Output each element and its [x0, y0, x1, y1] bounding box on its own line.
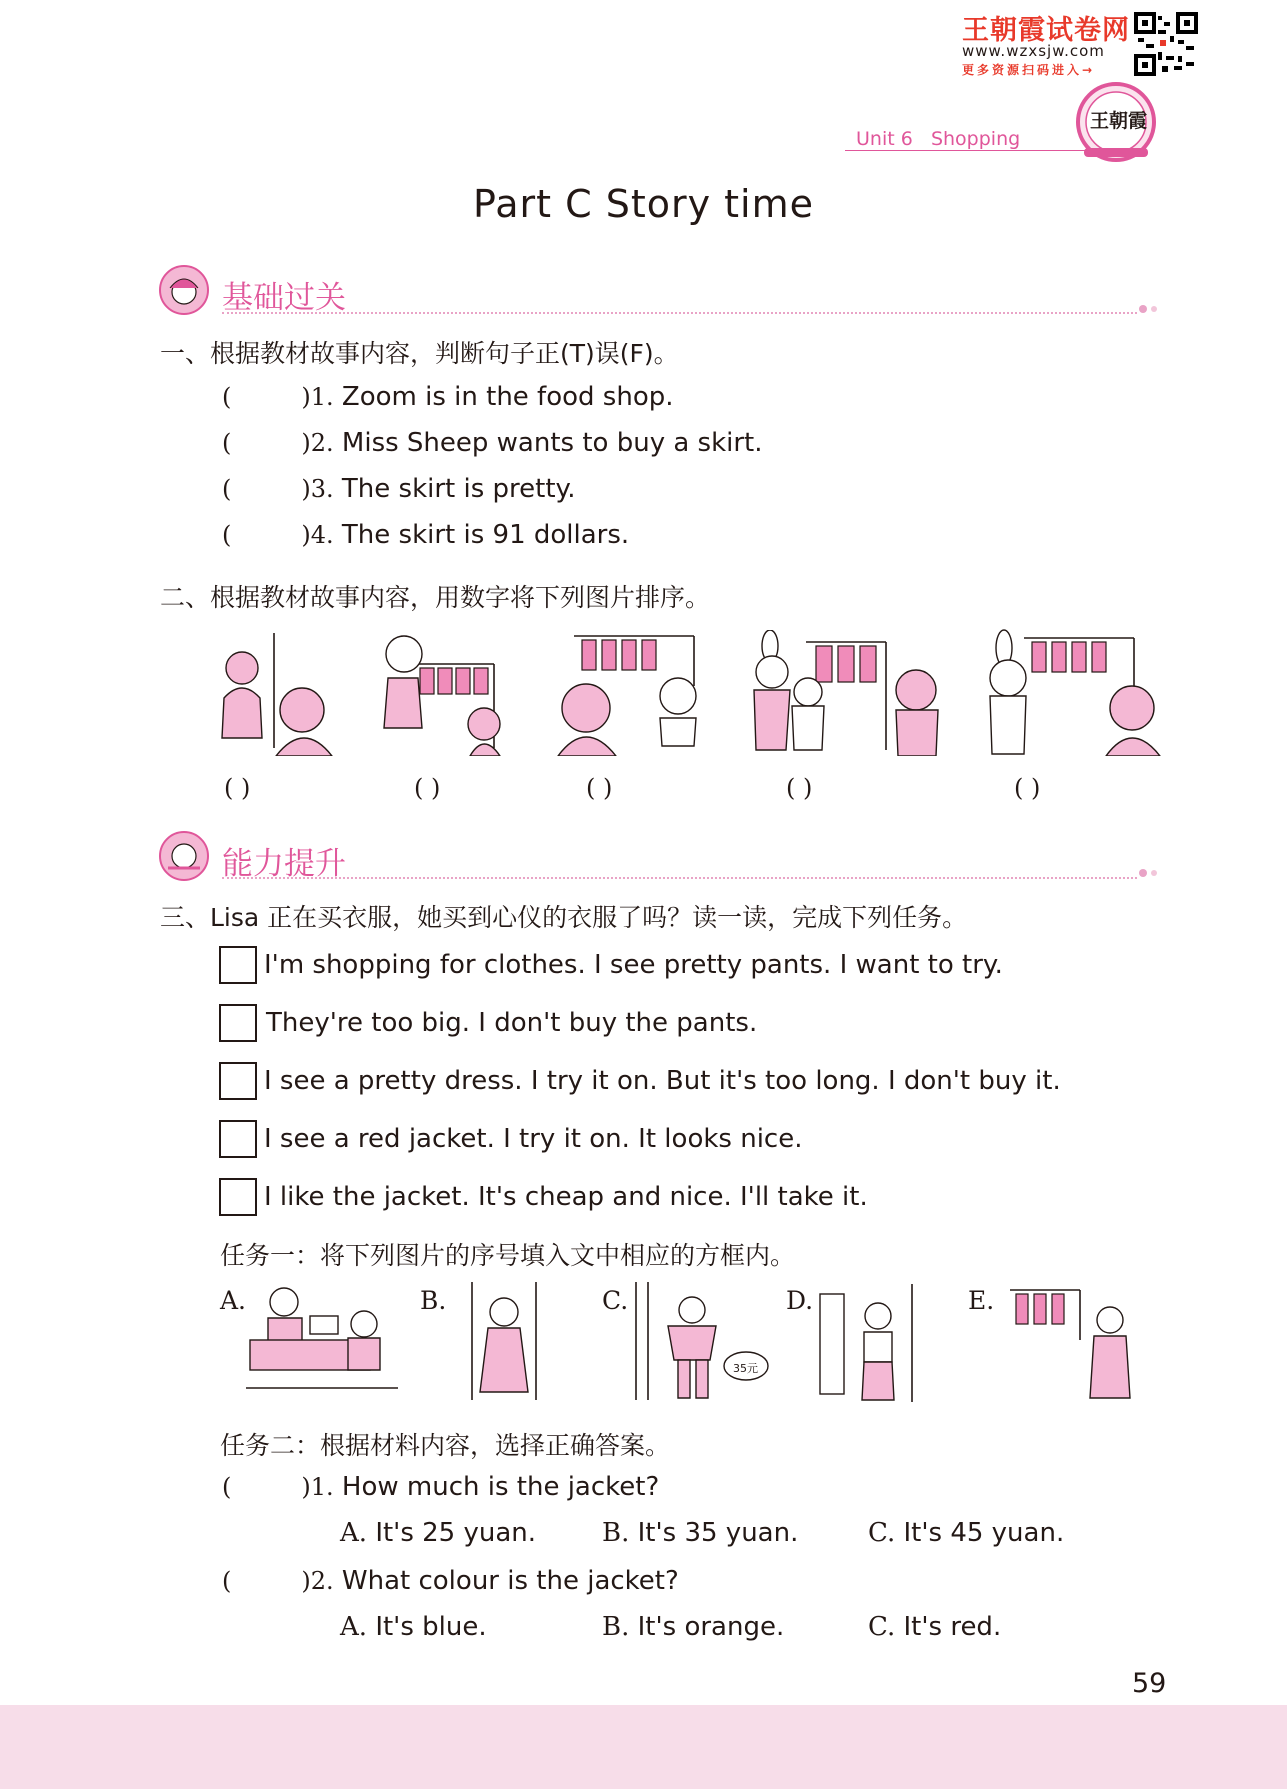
q2-blank-1[interactable]: ( ): [224, 774, 251, 802]
q1-item-3: [222, 474, 576, 504]
qr-code-icon[interactable]: [1134, 12, 1198, 76]
task1-heading: 任务一：将下列图片的序号填入文中相应的方框内。: [220, 1241, 796, 1270]
answer-box-3[interactable]: [219, 1062, 257, 1100]
task-picture-b: [464, 1280, 544, 1402]
passage-line-4: I see a red jacket. I try it on. It looks nice.: [264, 1124, 803, 1154]
page-title: Part C Story time: [472, 182, 815, 226]
question-num: )2.: [301, 1567, 334, 1595]
pic-label-a: A.: [220, 1286, 247, 1315]
q1-item-num: )1.: [301, 383, 334, 411]
task2-q2-option-c[interactable]: C. It's red.: [868, 1612, 1002, 1642]
q1-item-text: The skirt is 91 dollars.: [341, 520, 630, 550]
answer-blank[interactable]: (: [222, 429, 232, 457]
task2-q2-option-a[interactable]: A. It's blue.: [340, 1612, 487, 1642]
question-text: How much is the jacket?: [341, 1472, 660, 1502]
passage-line-1: I'm shopping for clothes. I see pretty pants. I want to try.: [264, 950, 1003, 980]
q1-item-text: The skirt is pretty.: [341, 474, 576, 504]
q2-heading: 二、根据教材故事内容，用数字将下列图片排序。: [160, 583, 711, 612]
unit-header: [856, 128, 1020, 150]
dots-decoration-icon: [1138, 304, 1160, 314]
q1-item-1: [222, 382, 674, 412]
girl-cup-icon: [158, 830, 210, 882]
answer-box-1[interactable]: [219, 946, 257, 984]
pic-label-e: E.: [968, 1286, 995, 1315]
task2-question-2: [222, 1566, 679, 1596]
story-picture-5: [984, 628, 1162, 756]
pic-label-c: C.: [602, 1286, 629, 1315]
pic-label-d: D.: [786, 1286, 814, 1315]
story-picture-4: [746, 630, 944, 756]
q1-item-2: [222, 428, 763, 458]
task2-q2-option-b[interactable]: B. It's orange.: [602, 1612, 785, 1642]
answer-blank[interactable]: (: [222, 521, 232, 549]
q1-item-num: )3.: [301, 475, 334, 503]
passage-line-2: They're too big. I don't buy the pants.: [266, 1008, 758, 1038]
task2-question-1: [222, 1472, 659, 1502]
q1-item-4: [222, 520, 629, 550]
pic-label-b: B.: [420, 1286, 447, 1315]
brand-title: 王朝霞试卷网: [962, 15, 1130, 46]
answer-blank[interactable]: (: [222, 1567, 232, 1595]
unit-topic: Shopping: [930, 128, 1021, 150]
passage-line-3: I see a pretty dress. I try it on. But it's too long. I don't buy it.: [264, 1066, 1061, 1096]
q2-blank-5[interactable]: ( ): [1014, 774, 1041, 802]
seal-text: 王朝霞: [1090, 110, 1148, 132]
section-advanced-title: 能力提升: [222, 846, 346, 882]
q1-heading: 一、根据教材故事内容，判断句子正(T)误(F)。: [160, 339, 679, 368]
task-picture-e: [1000, 1280, 1140, 1404]
girl-avatar-icon: [158, 264, 210, 316]
answer-blank[interactable]: (: [222, 475, 232, 503]
question-num: )1.: [301, 1473, 334, 1501]
header-divider: [845, 150, 1135, 151]
story-picture-2: [374, 628, 512, 756]
q1-item-num: )2.: [301, 429, 334, 457]
page-number: 59: [1132, 1668, 1167, 1699]
answer-box-5[interactable]: [219, 1178, 257, 1216]
section-basic-divider: [222, 312, 1137, 314]
dots-decoration-icon: [1138, 868, 1160, 878]
story-picture-1: [214, 628, 338, 756]
section-basic-title: 基础过关: [222, 280, 346, 316]
unit-label: Unit 6: [856, 128, 913, 150]
passage-line-5: I like the jacket. It's cheap and nice. I'll take it.: [264, 1182, 868, 1212]
q2-blank-4[interactable]: ( ): [786, 774, 813, 802]
q1-item-text: Miss Sheep wants to buy a skirt.: [341, 428, 763, 458]
answer-blank[interactable]: (: [222, 1473, 232, 1501]
task-picture-c: [626, 1280, 774, 1402]
brand-url[interactable]: www.wzxsjw.com: [962, 42, 1105, 60]
task2-q1-option-a[interactable]: A. It's 25 yuan.: [340, 1518, 537, 1548]
answer-blank[interactable]: (: [222, 383, 232, 411]
story-picture-3: [554, 626, 704, 756]
brand-more-text: 更多资源扫码进入→: [962, 63, 1096, 77]
q1-item-text: Zoom is in the food shop.: [341, 382, 674, 412]
q3-heading: 三、Lisa 正在买衣服，她买到心仪的衣服了吗？读一读，完成下列任务。: [160, 903, 968, 932]
task-picture-a: [246, 1280, 402, 1390]
answer-box-2[interactable]: [219, 1004, 257, 1042]
price-tag: 35元: [733, 1362, 758, 1375]
task2-q1-option-b[interactable]: B. It's 35 yuan.: [602, 1518, 799, 1548]
task2-q1-option-c[interactable]: C. It's 45 yuan.: [868, 1518, 1065, 1548]
question-text: What colour is the jacket?: [341, 1566, 679, 1596]
q2-blank-2[interactable]: ( ): [414, 774, 441, 802]
answer-box-4[interactable]: [219, 1120, 257, 1158]
task-picture-d: [816, 1282, 924, 1404]
section-advanced-divider: [222, 877, 1137, 879]
q2-blank-3[interactable]: ( ): [586, 774, 613, 802]
q1-item-num: )4.: [301, 521, 334, 549]
footer-band: [0, 1705, 1287, 1789]
task2-heading: 任务二：根据材料内容，选择正确答案。: [220, 1431, 671, 1460]
